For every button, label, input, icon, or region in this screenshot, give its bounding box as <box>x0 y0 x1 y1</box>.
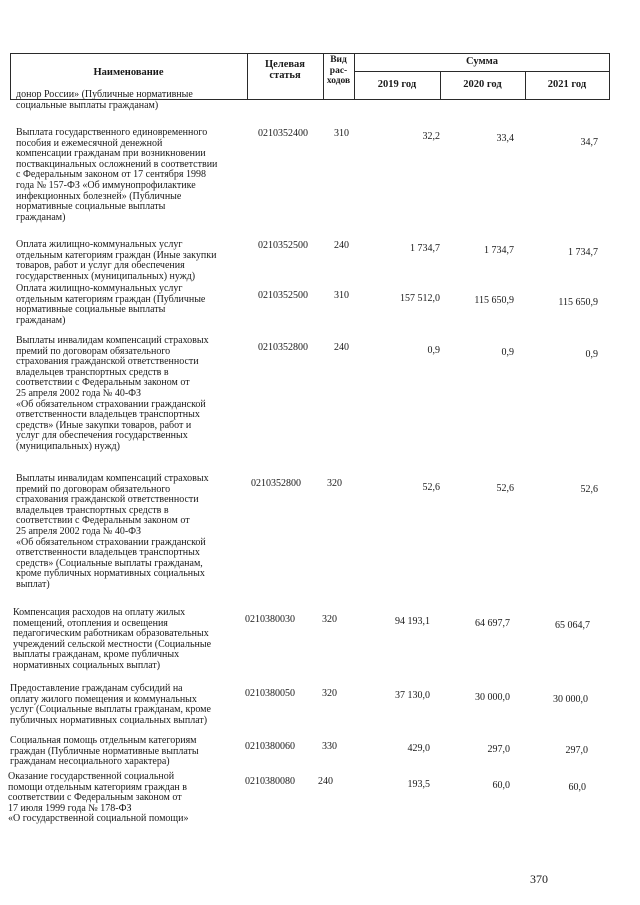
header-kind: Вид рас- ходов <box>326 55 351 86</box>
row-name: Оплата жилищно-коммунальных услуг отдельным категориям граждан (Публичные нормативные социальные выплаты гражданам) <box>16 283 206 326</box>
row-kind: 330 <box>322 741 337 752</box>
row-value-2019: 52,6 <box>422 482 440 493</box>
header-top-border <box>10 53 610 54</box>
row-kind: 310 <box>334 128 349 139</box>
row-value-2020: 52,6 <box>496 483 514 494</box>
row-kind: 320 <box>322 688 337 699</box>
row-name: Компенсация расходов на оплату жилых помещений, отопления и освещения педагогическим работникам образовательных учреждений сельской местности (Социальные выплаты гражданам, кроме публичных нормативных социальных выплат) <box>13 607 212 671</box>
row-value-2020: 1 734,7 <box>484 245 514 256</box>
row-value-2021: 297,0 <box>565 745 588 756</box>
row-code: 0210380050 <box>245 688 295 699</box>
row-kind: 310 <box>334 290 349 301</box>
row-code: 0210352800 <box>258 342 308 353</box>
row-value-2019: 1 734,7 <box>410 243 440 254</box>
row-name: Выплата государственного единовременного пособия и ежемесячной денежной компенсации гражданам при возникновении поствакцинальных осложнений в соответствии с Федеральным законом от 17 сентября 1998 года № 157-ФЗ «Об иммунопрофилактике инфекционных болезней» (Публичные нормативные социальные выплаты гражданам) <box>16 127 218 223</box>
header-target: Целевая статья <box>265 59 305 81</box>
row-value-2019: 0,9 <box>427 345 440 356</box>
header-year-2019: 2019 год <box>377 79 417 90</box>
row-name: Социальная помощь отдельным категориям граждан (Публичные нормативные выплаты гражданам несоциального характера) <box>10 735 199 768</box>
row-value-2019: 157 512,0 <box>400 293 440 304</box>
row-name: Оплата жилищно-коммунальных услуг отдельным категориям граждан (Иные закупки товаров, работ и услуг для обеспечения государственных (муниципальных) нужд) <box>16 239 217 282</box>
row-name: Выплаты инвалидам компенсаций страховых премий по договорам обязательного страхования гражданской ответственности владельцев транспортных средств в соответствии с Федеральным законом от 25 апреля 2002 года № 40-ФЗ «Об обязательном страховании гражданской ответственности владельцев транспортных средств» (Социальные выплаты гражданам, кроме публичных нормативных социальных выплат) <box>16 473 209 590</box>
row-value-2021: 30 000,0 <box>553 694 588 705</box>
row-value-2020: 60,0 <box>492 780 510 791</box>
row-name: Оказание государственной социальной помощи отдельным категориям граждан в соответствии с Федеральным законом от 17 июля 1999 года № 178-ФЗ «О государственной социальной помощи» <box>8 771 189 825</box>
row-value-2021: 0,9 <box>585 349 598 360</box>
sum-divider <box>354 71 610 72</box>
header-sum: Сумма <box>466 56 498 67</box>
header-year-2021: 2021 год <box>547 79 587 90</box>
row-code: 0210352800 <box>251 478 301 489</box>
row-name: Предоставление гражданам субсидий на оплату жилого помещения и коммунальных услуг (Социальные выплаты гражданам, кроме публичных нормативных социальных выплат) <box>10 683 211 726</box>
row-value-2020: 0,9 <box>501 347 514 358</box>
row-value-2021: 34,7 <box>580 137 598 148</box>
row-value-2020: 30 000,0 <box>475 692 510 703</box>
row-value-2020: 297,0 <box>487 744 510 755</box>
page-number: 370 <box>530 872 548 886</box>
header-name: Наименование <box>93 67 164 78</box>
row-kind: 320 <box>327 478 342 489</box>
row-code: 0210352500 <box>258 290 308 301</box>
row-value-2021: 60,0 <box>568 782 586 793</box>
row-value-2019: 94 193,1 <box>395 616 430 627</box>
row-value-2020: 33,4 <box>496 133 514 144</box>
row-name: Выплаты инвалидам компенсаций страховых премий по договорам обязательного страхования гражданской ответственности владельцев транспортных средств в соответствии с Федеральным законом от 25 апреля 2002 года № 40-ФЗ «Об обязательном страховании гражданской ответственности владельцев транспортных средств» (Иные закупки товаров, работ и услуг для обеспечения государственных (муниципальных) нужд) <box>16 335 209 452</box>
row-value-2020: 64 697,7 <box>475 618 510 629</box>
row-value-2019: 37 130,0 <box>395 690 430 701</box>
row-value-2019: 32,2 <box>422 131 440 142</box>
row-kind: 240 <box>318 776 333 787</box>
row-code: 0210352400 <box>258 128 308 139</box>
row-value-2020: 115 650,9 <box>474 295 514 306</box>
continuation-text: донор России» (Публичные нормативные социальные выплаты гражданам) <box>16 89 193 111</box>
row-kind: 240 <box>334 240 349 251</box>
row-code: 0210380060 <box>245 741 295 752</box>
row-value-2021: 115 650,9 <box>558 297 598 308</box>
row-code: 0210352500 <box>258 240 308 251</box>
row-value-2019: 193,5 <box>407 779 430 790</box>
row-value-2019: 429,0 <box>407 743 430 754</box>
header-year-2020: 2020 год <box>463 79 502 90</box>
row-value-2021: 1 734,7 <box>568 247 598 258</box>
row-value-2021: 65 064,7 <box>555 620 590 631</box>
row-kind: 240 <box>334 342 349 353</box>
row-code: 0210380030 <box>245 614 295 625</box>
row-code: 0210380080 <box>245 776 295 787</box>
row-value-2021: 52,6 <box>580 484 598 495</box>
row-kind: 320 <box>322 614 337 625</box>
